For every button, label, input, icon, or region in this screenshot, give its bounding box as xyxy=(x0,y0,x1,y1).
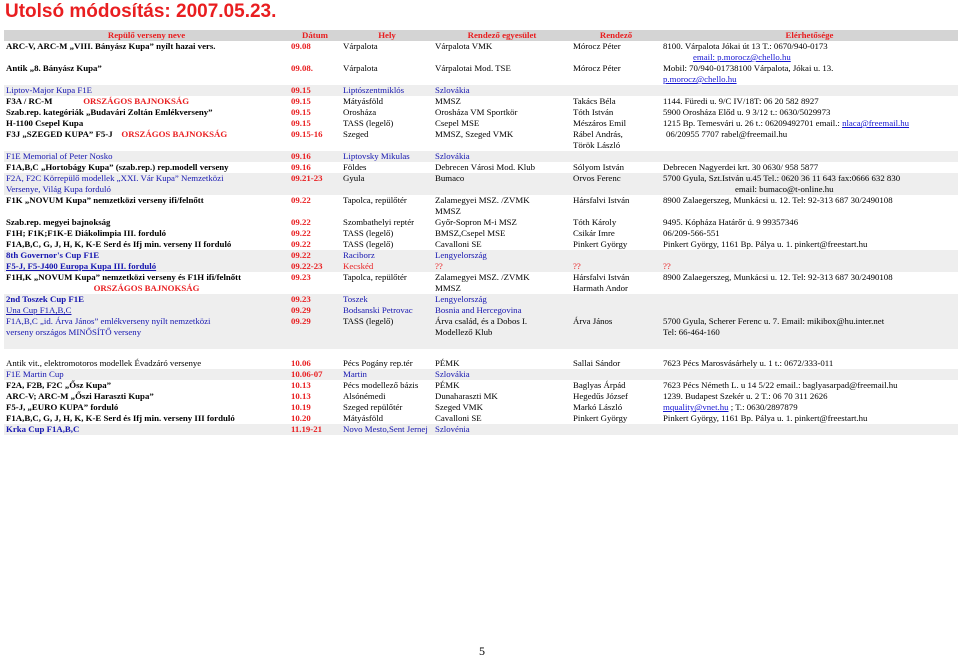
competition-contact xyxy=(661,369,958,380)
table-row xyxy=(4,369,958,380)
competition-name: F2A, F2C Körrepülő modellek „XXI. Vár Kupa” Nemzetközi Versenye, Világ Kupa forduló xyxy=(4,173,289,195)
competition-place: Várpalota xyxy=(343,41,378,51)
competition-contact: Pinkert György, 1161 Bp. Pálya u. 1. pinkert@freestart.hu xyxy=(663,239,868,249)
competition-date: 09.23 xyxy=(291,272,311,282)
competition-date: 10.13 xyxy=(291,380,311,390)
competition-club: PÉMK xyxy=(435,380,460,390)
competition-organizer xyxy=(571,424,661,435)
competition-date: 10.13 xyxy=(291,391,311,401)
competition-organizer: Tóth Károly xyxy=(573,217,617,227)
competition-place: Gyula xyxy=(341,173,433,195)
competition-name: F5-J, „EURO KUPA” forduló xyxy=(6,402,119,412)
table-row xyxy=(4,413,958,424)
competition-contact: 06/20955 7707 rabel@freemail.hu xyxy=(666,129,788,139)
competition-organizer: Csikár Imre xyxy=(573,228,615,238)
table-row xyxy=(4,424,958,435)
competition-organizer: Mórocz Péter xyxy=(573,41,621,51)
competition-contact xyxy=(661,250,958,261)
competition-organizer: Baglyas Árpád xyxy=(573,380,626,390)
table-row xyxy=(4,316,958,349)
competition-contact: Debrecen Nagyerdei krt. 30 0630/ 958 5877 xyxy=(663,162,819,172)
competition-club: ?? xyxy=(433,261,571,272)
email-link[interactable]: nlaca@freemail.hu xyxy=(842,118,910,128)
competition-place: Mátyásföld xyxy=(343,413,384,423)
competition-club: MMSZ, Szeged VMK xyxy=(435,129,514,139)
competition-date: 10.20 xyxy=(291,413,311,423)
table-row xyxy=(4,41,958,63)
competition-date: 09.15 xyxy=(291,107,311,117)
competition-name: F1A,B,C „id. Árva János” emlékverseny nyílt nemzetközi verseny országos MINŐSÍTŐ verseny xyxy=(4,316,289,349)
competition-club: Bumaco xyxy=(433,173,571,195)
competition-organizer: ?? xyxy=(571,261,661,272)
competition-organizer: Mórocz Péter xyxy=(573,63,621,73)
table-row xyxy=(4,118,958,129)
competition-club: Lengyelország xyxy=(433,294,571,305)
competition-name: Una Cup F1A,B,C xyxy=(4,305,289,316)
competition-contact xyxy=(661,305,958,316)
competition-contact: 8900 Zalaegerszeg, Munkácsi u. 12. Tel: 92-313 687 30/2490108 xyxy=(663,195,893,205)
competition-organizer xyxy=(571,151,661,162)
competition-place: Raciborz xyxy=(341,250,433,261)
page-number: 5 xyxy=(479,644,485,658)
table-row xyxy=(4,173,958,195)
competition-name: Antik vit., elektromotoros modellek Évadzáró versenye xyxy=(6,358,202,368)
competition-date: 09.22-23 xyxy=(289,261,341,272)
table-row xyxy=(4,250,958,261)
competition-name: Krka Cup F1A,B,C xyxy=(4,424,289,435)
competition-club: MMSZ xyxy=(435,96,461,106)
competition-name: Liptov-Major Kupa F1E xyxy=(4,85,289,96)
competition-organizer: Markó László xyxy=(573,402,623,412)
competition-contact: 1144. Füredi u. 9/C IV/18T: 06 20 582 8927 xyxy=(663,96,819,106)
competition-contact xyxy=(661,424,958,435)
competition-date: 09.21-23 xyxy=(289,173,341,195)
competition-contact: 06/209-566-551 xyxy=(663,228,720,238)
competition-club: BMSZ,Csepel MSE xyxy=(435,228,506,238)
competition-contact: ?? xyxy=(661,261,958,272)
competition-name: F1H; F1K;F1K-E Diákolimpia III. forduló xyxy=(6,228,167,238)
competition-date: 09.16 xyxy=(289,151,341,162)
header-place: Hely xyxy=(341,30,433,41)
competition-organizer: Sallai Sándor xyxy=(573,358,621,368)
competition-organizer: Orvos Ferenc xyxy=(571,173,661,195)
header-name: Repülő verseny neve xyxy=(4,30,289,41)
competition-date: 09.23 xyxy=(289,294,341,305)
competition-place: Novo Mesto,Sent Jernej xyxy=(341,424,433,435)
competition-club: Győr-Sopron M-i MSZ xyxy=(435,217,517,227)
competition-contact: 9495. Kópháza Határőr ú. 9 99357346 xyxy=(663,217,799,227)
competition-organizer xyxy=(571,85,661,96)
competition-name: H-1100 Csepel Kupa xyxy=(6,118,84,128)
competition-place: TASS (legelő) xyxy=(341,316,433,349)
table-row xyxy=(4,380,958,391)
competition-organizer: Hegedűs József xyxy=(573,391,628,401)
competition-place: Kecskéd xyxy=(341,261,433,272)
competition-club: Szlovénia xyxy=(433,424,571,435)
competition-date: 09.22 xyxy=(291,228,311,238)
table-row xyxy=(4,85,958,96)
competition-organizer xyxy=(571,369,661,380)
competition-organizer: Árva János xyxy=(571,316,661,349)
competition-place: Martin xyxy=(341,369,433,380)
competition-contact: mquality@vnet.hu ; T.: 0630/2897879 xyxy=(663,402,798,412)
email-link[interactable]: p.morocz@chello.hu xyxy=(663,74,737,84)
competition-organizer: Mészáros Emil xyxy=(573,118,627,128)
competition-organizer: Hársfalvi István Harmath Andor xyxy=(573,272,630,293)
competition-date: 10.19 xyxy=(291,402,311,412)
table-row xyxy=(4,391,958,402)
competition-place: Szeged repülőtér xyxy=(343,402,403,412)
competition-name: F1A,B,C „Hortobágy Kupa” (szab.rep.) rep.modell verseny xyxy=(6,162,229,172)
competition-contact: 5700 Gyula, Scherer Ferenc u. 7. Email: mikibox@hu.inter.net Tel: 66-464-160 xyxy=(661,316,958,349)
competition-contact: 7623 Pécs Marosvásárhely u. 1 t.: 0672/333-011 xyxy=(663,358,834,368)
competition-name: F2A, F2B, F2C „Ősz Kupa” xyxy=(6,380,112,390)
table-row xyxy=(4,151,958,162)
competition-date: 10.06-07 xyxy=(289,369,341,380)
competition-place: Tapolca, repülőtér xyxy=(343,195,407,205)
competition-place: Orosháza xyxy=(343,107,377,117)
table-header-row xyxy=(4,30,958,41)
competition-place: Tapolca, repülőtér xyxy=(343,272,407,282)
table-row xyxy=(4,402,958,413)
competition-name: ARC-V, ARC-M „VIII. Bányász Kupa” nyílt hazai vers. xyxy=(6,41,216,51)
competition-date: 09.16 xyxy=(291,162,311,172)
competition-contact: 5700 Gyula, Szt.István u.45 Tel.: 0620 36 11 643 fax:0666 632 830 email: bumaco@t-online.hu xyxy=(661,173,958,195)
competition-club: Lengyelország xyxy=(433,250,571,261)
competition-club: Szeged VMK xyxy=(435,402,483,412)
competition-name: F1E Martin Cup xyxy=(4,369,289,380)
competition-contact xyxy=(661,294,958,305)
table-row xyxy=(4,261,958,272)
competition-place: Szombathelyi reptér xyxy=(343,217,415,227)
competition-name: F1A,B,C, G, J, H, K, K-E Serd és Ifj min. verseny II forduló xyxy=(6,239,232,249)
competition-place: TASS (legelő) xyxy=(343,118,394,128)
competition-date: 09.15 xyxy=(291,96,311,106)
competition-organizer xyxy=(571,305,661,316)
page-title: Utolsó módosítás: 2007.05.23. xyxy=(5,1,277,22)
competition-name: F1H,K „NOVUM Kupa” nemzetközi verseny és F1H ifi/felnőtt ORSZÁGOS BAJNOKSÁG xyxy=(6,272,242,293)
competition-date: 09.15 xyxy=(289,85,341,96)
competition-name: Szab.rep. kategóriák „Budavári Zoltán Emlékverseny” xyxy=(6,107,213,117)
table-row xyxy=(4,162,958,173)
table-row xyxy=(4,63,958,85)
competition-place: Várpalota xyxy=(343,63,378,73)
competition-club: Dunaharaszti MK xyxy=(435,391,498,401)
competition-date: 09.29 xyxy=(289,305,341,316)
competition-contact: 1215 Bp. Temesvári u. 26 t.: 06209492701 email.: nlaca@freemail.hu xyxy=(663,118,910,128)
competition-date: 09.08 xyxy=(291,41,311,51)
competition-contact: Mobil: 70/940-01738100 Várpalota, Jókai u. 13. p.morocz@chello.hu xyxy=(661,63,958,85)
competition-place: Liptószentmiklós xyxy=(341,85,433,96)
competition-place: Pécs Pogány rep.tér xyxy=(343,358,413,368)
competition-club: Szlovákia xyxy=(433,151,571,162)
competition-date: 09.15-16 xyxy=(291,129,323,139)
competition-club: Várpalotai Mod. TSE xyxy=(435,63,511,73)
competition-date: 11.19-21 xyxy=(289,424,341,435)
competition-date: 09.08. xyxy=(291,63,313,73)
competition-organizer: Hársfalvi István xyxy=(573,195,630,205)
competition-contact: 5900 Orosháza Előd u. 9 3/12 t.: 0630/5029973 xyxy=(663,107,831,117)
competition-club: PÉMK xyxy=(435,358,460,368)
competition-name: F3J „SZEGED KUPA” F5-J ORSZÁGOS BAJNOKSÁG xyxy=(6,129,228,139)
competition-place: Liptovsky Mikulas xyxy=(341,151,433,162)
competition-name: ARC-V; ARC-M „Őszi Haraszti Kupa” xyxy=(6,391,154,401)
competition-club: Árva család, és a Dobos I. Modellező Klub xyxy=(433,316,571,349)
email-link[interactable]: email: p.morocz@chello.hu xyxy=(693,52,791,62)
competition-place: Pécs modellező bázis xyxy=(343,380,419,390)
competition-place: Földes xyxy=(343,162,367,172)
email-link[interactable]: mquality@vnet.hu xyxy=(663,402,729,412)
competition-contact xyxy=(661,151,958,162)
competition-place: Bodsanski Petrovac xyxy=(341,305,433,316)
competition-club: Debrecen Városi Mod. Klub xyxy=(435,162,536,172)
competition-date: 09.29 xyxy=(289,316,341,349)
competition-table xyxy=(4,30,958,435)
competition-club: Orosháza VM Sportkör xyxy=(435,107,518,117)
competition-club: Cavalloni SE xyxy=(435,413,482,423)
competition-place: Toszek xyxy=(341,294,433,305)
competition-name: F1K „NOVUM Kupa” nemzetközi verseny ifi/felnőtt xyxy=(6,195,204,205)
competition-place: TASS (legelő) xyxy=(343,228,394,238)
competition-name: 8th Governor's Cup F1E xyxy=(4,250,289,261)
competition-place: Alsónémedi xyxy=(343,391,386,401)
competition-name: F5-J, F5-J400 Europa Kupa III. forduló xyxy=(4,261,289,272)
table-row xyxy=(4,239,958,250)
table-row xyxy=(4,107,958,118)
competition-date: 10.06 xyxy=(291,358,311,368)
competition-club: Csepel MSE xyxy=(435,118,480,128)
competition-contact: 8100. Várpalota Jókai út 13 T.: 0670/940-0173 email: p.morocz@chello.hu xyxy=(661,41,958,63)
competition-place: Szeged xyxy=(343,129,369,139)
competition-contact: 8900 Zalaegerszeg, Munkácsi u. 12. Tel: 92-313 687 30/2490108 xyxy=(663,272,893,282)
competition-name: Antik „8. Bányász Kupa” xyxy=(6,63,102,73)
competition-contact: 1239. Budapest Szekér u. 2 T.: 06 70 311 2626 xyxy=(663,391,828,401)
competition-name: F1A,B,C, G, J, H, K, K-E Serd és Ifj min. verseny III forduló xyxy=(6,413,235,423)
competition-organizer: Sólyom István xyxy=(573,162,625,172)
table-row xyxy=(4,217,958,228)
competition-place: Mátyásföld xyxy=(343,96,384,106)
table-row xyxy=(4,195,958,217)
competition-club: Bosnia and Hercegovina xyxy=(433,305,571,316)
competition-club: Szlovákia xyxy=(433,369,571,380)
competition-organizer: Takács Béla xyxy=(573,96,616,106)
competition-club: Zalamegyei MSZ. /ZVMK MMSZ xyxy=(435,272,530,293)
competition-club: Cavalloni SE xyxy=(435,239,482,249)
competition-date: 09.22 xyxy=(291,195,311,205)
header-date: Dátum xyxy=(289,30,341,41)
competition-contact xyxy=(661,85,958,96)
competition-date: 09.15 xyxy=(291,118,311,128)
competition-organizer: Tóth István xyxy=(573,107,614,117)
competition-date: 09.22 xyxy=(291,239,311,249)
table-row xyxy=(4,272,958,294)
competition-contact: 7623 Pécs Németh L. u 14 5/22 email.: baglyasarpad@freemail.hu xyxy=(663,380,898,390)
competition-organizer xyxy=(571,250,661,261)
competition-club: Zalamegyei MSZ. /ZVMK MMSZ xyxy=(435,195,530,216)
header-organizer: Rendező xyxy=(571,30,661,41)
competition-organizer: Rábel András, Török László xyxy=(573,129,623,150)
competition-club: Szlovákia xyxy=(433,85,571,96)
competition-place: TASS (legelő) xyxy=(343,239,394,249)
table-row xyxy=(4,96,958,107)
competition-organizer xyxy=(571,294,661,305)
competition-name: 2nd Toszek Cup F1E xyxy=(4,294,289,305)
table-row xyxy=(4,305,958,316)
competition-organizer: Pinkert György xyxy=(573,239,628,249)
table-row xyxy=(4,129,958,151)
competition-name: F1E Memorial of Peter Nosko xyxy=(4,151,289,162)
competition-contact: Pinkert György, 1161 Bp. Pálya u. 1. pinkert@freestart.hu xyxy=(663,413,868,423)
competition-date: 09.22 xyxy=(289,250,341,261)
competition-club: Várpalota VMK xyxy=(435,41,493,51)
competition-name: F3A / RC-M ORSZÁGOS BAJNOKSÁG xyxy=(6,96,190,106)
header-contact: Elérhetősége xyxy=(661,30,958,41)
competition-name: Szab.rep. megyei bajnokság xyxy=(6,217,111,227)
table-row xyxy=(4,294,958,305)
table-row xyxy=(4,358,958,369)
table-row xyxy=(4,228,958,239)
header-club: Rendező egyesület xyxy=(433,30,571,41)
competition-date: 09.22 xyxy=(291,217,311,227)
competition-organizer: Pinkert György xyxy=(573,413,628,423)
